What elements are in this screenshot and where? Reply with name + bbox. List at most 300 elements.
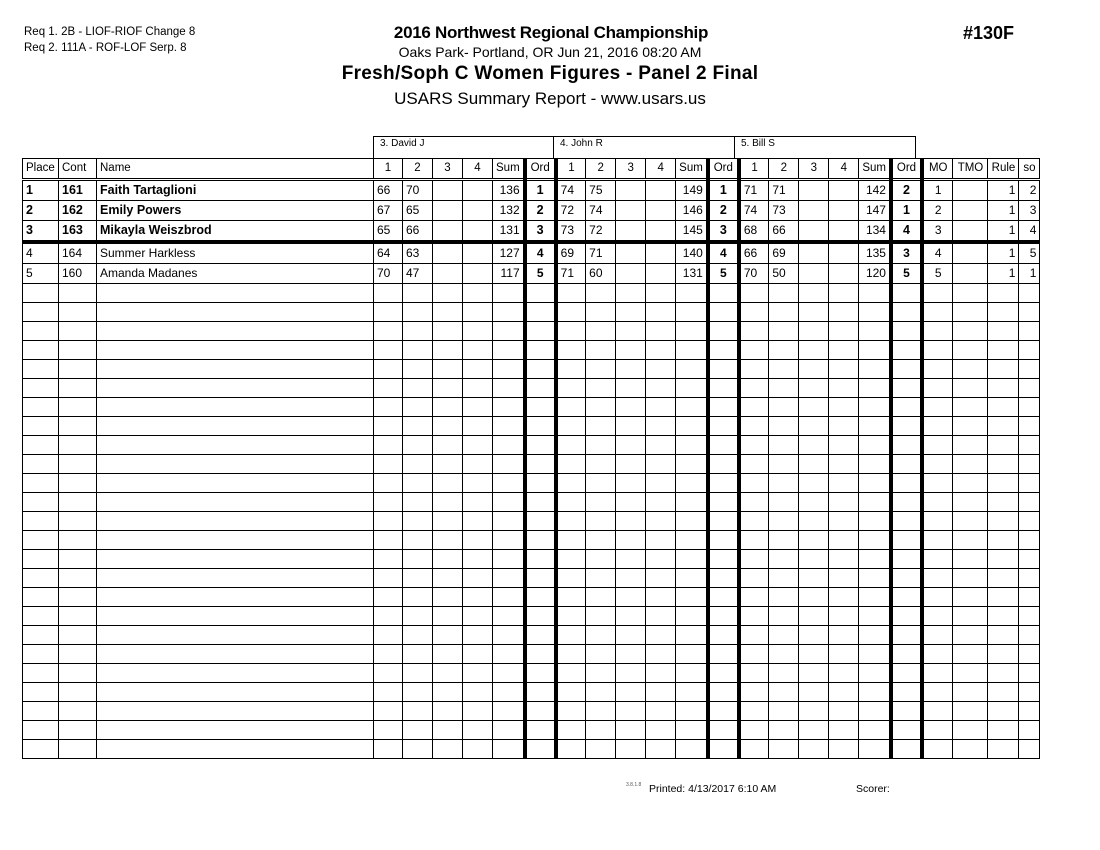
- judge2-figure1-score: [556, 341, 586, 360]
- contestant-number-cell: [59, 569, 97, 588]
- judge2-figure2-score: [586, 607, 616, 626]
- judge3-ordinal: [891, 721, 922, 740]
- judge1-figure4-score: [463, 398, 493, 417]
- judge1-figure1-score: [374, 607, 403, 626]
- judge1-figure3-score: [433, 341, 463, 360]
- judge3-sum: [859, 474, 891, 493]
- majority-ordinal-cell: [922, 569, 953, 588]
- judge2-figure1-score: 74: [556, 180, 586, 201]
- judge2-figure3-score: [616, 607, 646, 626]
- judge2-figure1-score: [556, 322, 586, 341]
- judge1-figure4-score: [463, 303, 493, 322]
- skater-name-cell: [97, 645, 374, 664]
- judge3-sum: [859, 284, 891, 303]
- skater-name-cell: Faith Tartaglioni: [97, 180, 374, 201]
- judge2-sum: [676, 303, 708, 322]
- judge2-figure2-score: [586, 493, 616, 512]
- majority-ordinal-cell: [922, 360, 953, 379]
- place-cell: [23, 531, 59, 550]
- majority-ordinal-cell: 4: [922, 242, 953, 264]
- judge2-ordinal: [708, 721, 739, 740]
- contestant-number-cell: [59, 379, 97, 398]
- skater-name-cell: [97, 607, 374, 626]
- place-cell: [23, 683, 59, 702]
- judge2-figure3-score: [616, 264, 646, 284]
- judge1-figure1-score: [374, 398, 403, 417]
- judge2-ordinal: [708, 455, 739, 474]
- judge1-ordinal: [525, 664, 556, 683]
- rule-cell: [988, 626, 1019, 645]
- judge2-figure2-score: [586, 474, 616, 493]
- judge2-figure3-score: [616, 360, 646, 379]
- majority-ordinal-cell: [922, 398, 953, 417]
- skating-order-cell: [1019, 721, 1040, 740]
- judge1-ordinal: 5: [525, 264, 556, 284]
- judge1-ordinal: 4: [525, 242, 556, 264]
- judge3-ordinal: 3: [891, 242, 922, 264]
- judge3-figure2-score: [769, 702, 799, 721]
- judge3-figure1-score: [739, 512, 769, 531]
- skating-order-cell: [1019, 303, 1040, 322]
- judge3-figure1-score: [739, 341, 769, 360]
- judge1-figure3-score: [433, 740, 463, 759]
- judge2-figure2-score: 60: [586, 264, 616, 284]
- judge1-figure1-score: [374, 626, 403, 645]
- judge1-figure4-score: [463, 417, 493, 436]
- judge2-figure2-score: [586, 626, 616, 645]
- judge3-figure4-score: [829, 740, 859, 759]
- judge1-figure1-score: 70: [374, 264, 403, 284]
- judge3-ordinal: [891, 303, 922, 322]
- judge3-figure1-score: [739, 322, 769, 341]
- judge1-figure2-score: [403, 341, 433, 360]
- judge2-sum: [676, 284, 708, 303]
- judge3-sum: [859, 493, 891, 512]
- judge1-figure3-score: [433, 588, 463, 607]
- judge1-sum: [493, 512, 525, 531]
- place-cell: [23, 569, 59, 588]
- place-cell: [23, 702, 59, 721]
- judge1-figure3-score: [433, 398, 463, 417]
- judge2-ordinal: [708, 702, 739, 721]
- judge2-figure1-score: [556, 417, 586, 436]
- judge3-figure1-score: 71: [739, 180, 769, 201]
- judge1-figure1-score: [374, 436, 403, 455]
- skater-name-cell: [97, 322, 374, 341]
- empty-row: [23, 398, 1040, 417]
- judge2-figure2-score: [586, 664, 616, 683]
- judge1-figure3-score: [433, 474, 463, 493]
- judge3-figure2-score: [769, 626, 799, 645]
- judge2-ordinal: [708, 531, 739, 550]
- judge1-figure2-score: [403, 721, 433, 740]
- contestant-number-cell: 163: [59, 221, 97, 243]
- judge1-figure2-score: [403, 569, 433, 588]
- judge1-ordinal: [525, 645, 556, 664]
- judge3-sum: [859, 303, 891, 322]
- judge1-figure3-score: [433, 550, 463, 569]
- judge1-figure4-score: [463, 493, 493, 512]
- judge2-ordinal: [708, 683, 739, 702]
- judge1-figure2-score: [403, 303, 433, 322]
- judge1-figure1-score: 67: [374, 201, 403, 221]
- skating-order-cell: [1019, 569, 1040, 588]
- tmo-cell: [953, 322, 988, 341]
- contestant-number-cell: [59, 702, 97, 721]
- judge1-figure1-score: [374, 284, 403, 303]
- judge1-figure1-score: [374, 379, 403, 398]
- judge1-figure1-score: [374, 531, 403, 550]
- judge1-figure2-score: [403, 455, 433, 474]
- judge2-ordinal: 1: [708, 180, 739, 201]
- judge3-figure3-score: [799, 721, 829, 740]
- judge2-figure2-score: 72: [586, 221, 616, 243]
- judge3-figure4-score: [829, 264, 859, 284]
- event-name: Fresh/Soph C Women Figures - Panel 2 Final: [341, 63, 759, 84]
- judge2-figure3-score: [616, 683, 646, 702]
- empty-row: [23, 493, 1040, 512]
- contestant-number-cell: [59, 360, 97, 379]
- judge3-figure1-score: [739, 626, 769, 645]
- judge1-sum: [493, 550, 525, 569]
- judge3-figure3-score: [799, 417, 829, 436]
- judge2-figure3-score: [616, 379, 646, 398]
- judge2-figure1-score: [556, 588, 586, 607]
- judge1-figure2-score: [403, 398, 433, 417]
- judge3-ordinal: [891, 588, 922, 607]
- skater-name-cell: Mikayla Weiszbrod: [97, 221, 374, 243]
- judge2-figure2-score: [586, 284, 616, 303]
- judge3-figure3-score: [799, 512, 829, 531]
- place-cell: [23, 341, 59, 360]
- skater-name-cell: [97, 284, 374, 303]
- place-cell: [23, 664, 59, 683]
- judge3-figure2-score: 71: [769, 180, 799, 201]
- contestant-number-cell: [59, 531, 97, 550]
- col-header-place: Place: [23, 159, 59, 180]
- empty-row: [23, 645, 1040, 664]
- judge3-figure4-score: [829, 221, 859, 243]
- empty-row: [23, 417, 1040, 436]
- rule-cell: [988, 512, 1019, 531]
- judge2-figure4-score: [646, 455, 676, 474]
- judge1-figure1-score: [374, 721, 403, 740]
- judge1-figure1-score: [374, 455, 403, 474]
- majority-ordinal-cell: [922, 740, 953, 759]
- judge1-ordinal: [525, 702, 556, 721]
- judge3-figure4-score: [829, 531, 859, 550]
- judge1-figure1-score: [374, 493, 403, 512]
- judge1-figure1-score: [374, 550, 403, 569]
- judge2-figure3-score: [616, 664, 646, 683]
- judge3-figure1-score: [739, 550, 769, 569]
- judge3-ordinal: [891, 284, 922, 303]
- judge2-figure3-score: [616, 474, 646, 493]
- judge3-ordinal: [891, 436, 922, 455]
- table-row: [23, 180, 1040, 201]
- rule-cell: 1: [988, 264, 1019, 284]
- skating-order-cell: [1019, 550, 1040, 569]
- col-header-judge1-fig3: 3: [433, 159, 463, 180]
- majority-ordinal-cell: [922, 417, 953, 436]
- judge3-figure3-score: [799, 588, 829, 607]
- location-date: Oaks Park- Portland, OR Jun 21, 2016 08:20 AM: [398, 44, 702, 60]
- contestant-number-cell: [59, 645, 97, 664]
- judge1-figure4-score: [463, 264, 493, 284]
- contestant-number-cell: [59, 512, 97, 531]
- report-name: USARS Summary Report - www.usars.us: [394, 89, 706, 108]
- col-header-judge3-fig2: 2: [769, 159, 799, 180]
- judge3-figure2-score: [769, 417, 799, 436]
- judge2-figure3-score: [616, 417, 646, 436]
- skating-order-cell: 2: [1019, 180, 1040, 201]
- rule-cell: 1: [988, 242, 1019, 264]
- judge-header-3: 5. Bill S: [734, 136, 916, 158]
- judge2-figure2-score: [586, 569, 616, 588]
- judge3-sum: 134: [859, 221, 891, 243]
- judge3-figure3-score: [799, 664, 829, 683]
- contestant-number-cell: 162: [59, 201, 97, 221]
- place-cell: [23, 360, 59, 379]
- judge3-figure3-score: [799, 436, 829, 455]
- judge2-figure1-score: [556, 683, 586, 702]
- judge1-figure3-score: [433, 242, 463, 264]
- judge2-figure3-score: [616, 221, 646, 243]
- judge2-figure3-score: [616, 531, 646, 550]
- col-header-judge3-fig3: 3: [799, 159, 829, 180]
- place-cell: [23, 588, 59, 607]
- majority-ordinal-cell: [922, 493, 953, 512]
- judge3-figure3-score: [799, 740, 829, 759]
- judge3-sum: [859, 341, 891, 360]
- contestant-number-cell: [59, 664, 97, 683]
- judge2-figure2-score: [586, 531, 616, 550]
- place-cell: [23, 436, 59, 455]
- judge3-ordinal: [891, 398, 922, 417]
- judge2-ordinal: 5: [708, 264, 739, 284]
- judge2-figure3-score: [616, 455, 646, 474]
- judge3-figure1-score: [739, 569, 769, 588]
- judge2-figure2-score: [586, 702, 616, 721]
- judge1-figure1-score: 66: [374, 180, 403, 201]
- judge3-figure1-score: [739, 360, 769, 379]
- majority-ordinal-cell: [922, 702, 953, 721]
- tmo-cell: [953, 683, 988, 702]
- judge2-figure4-score: [646, 588, 676, 607]
- requirement-1: Req 1. 2B - LIOF-RIOF Change 8: [24, 26, 196, 38]
- judge3-figure1-score: 70: [739, 264, 769, 284]
- judge1-ordinal: 3: [525, 221, 556, 243]
- judge3-figure1-score: [739, 474, 769, 493]
- judge1-figure3-score: [433, 493, 463, 512]
- judge2-sum: [676, 569, 708, 588]
- skating-order-cell: [1019, 474, 1040, 493]
- judge3-figure1-score: 66: [739, 242, 769, 264]
- place-cell: [23, 303, 59, 322]
- judge3-sum: [859, 702, 891, 721]
- judge1-figure1-score: [374, 664, 403, 683]
- judge2-figure1-score: 69: [556, 242, 586, 264]
- judge2-ordinal: [708, 588, 739, 607]
- contestant-number-cell: [59, 341, 97, 360]
- rule-cell: [988, 588, 1019, 607]
- tmo-cell: [953, 474, 988, 493]
- skating-order-cell: [1019, 379, 1040, 398]
- majority-ordinal-cell: [922, 303, 953, 322]
- place-cell: [23, 474, 59, 493]
- judge1-sum: [493, 607, 525, 626]
- judge3-sum: 135: [859, 242, 891, 264]
- skating-order-cell: [1019, 436, 1040, 455]
- judge1-figure4-score: [463, 341, 493, 360]
- judge1-figure3-score: [433, 436, 463, 455]
- rule-cell: [988, 683, 1019, 702]
- empty-row: [23, 436, 1040, 455]
- judge1-figure2-score: 66: [403, 221, 433, 243]
- skating-order-cell: [1019, 322, 1040, 341]
- judge2-figure2-score: [586, 721, 616, 740]
- empty-row: [23, 569, 1040, 588]
- skater-name-cell: [97, 588, 374, 607]
- skating-order-cell: 5: [1019, 242, 1040, 264]
- skater-name-cell: [97, 740, 374, 759]
- judge1-sum: [493, 740, 525, 759]
- rule-cell: [988, 493, 1019, 512]
- judge2-figure4-score: [646, 322, 676, 341]
- judge1-figure1-score: [374, 360, 403, 379]
- judge3-sum: [859, 531, 891, 550]
- judge1-figure2-score: [403, 740, 433, 759]
- place-cell: [23, 322, 59, 341]
- place-cell: 3: [23, 221, 59, 243]
- judge3-figure4-score: [829, 664, 859, 683]
- judge1-figure4-score: [463, 740, 493, 759]
- judge1-sum: [493, 588, 525, 607]
- judge2-sum: [676, 379, 708, 398]
- majority-ordinal-cell: [922, 379, 953, 398]
- judge1-ordinal: [525, 474, 556, 493]
- place-cell: [23, 493, 59, 512]
- skater-name-cell: [97, 702, 374, 721]
- judge3-figure4-score: [829, 626, 859, 645]
- judge3-figure2-score: 73: [769, 201, 799, 221]
- judge1-figure2-score: 47: [403, 264, 433, 284]
- judge1-ordinal: [525, 683, 556, 702]
- judge3-figure1-score: [739, 721, 769, 740]
- judge2-ordinal: 4: [708, 242, 739, 264]
- majority-ordinal-cell: [922, 436, 953, 455]
- judge3-figure4-score: [829, 360, 859, 379]
- judge3-ordinal: [891, 455, 922, 474]
- empty-row: [23, 588, 1040, 607]
- judge2-figure4-score: [646, 284, 676, 303]
- judge1-figure4-score: [463, 721, 493, 740]
- skating-order-cell: [1019, 626, 1040, 645]
- judge3-figure4-score: [829, 493, 859, 512]
- judge1-figure4-score: [463, 588, 493, 607]
- judge3-figure1-score: [739, 284, 769, 303]
- contestant-number-cell: 161: [59, 180, 97, 201]
- skater-name-cell: Amanda Madanes: [97, 264, 374, 284]
- rule-cell: [988, 360, 1019, 379]
- judge3-figure3-score: [799, 569, 829, 588]
- judge3-figure3-score: [799, 474, 829, 493]
- judge1-ordinal: [525, 550, 556, 569]
- col-header-judge3-sum: Sum: [859, 159, 891, 180]
- judge2-figure4-score: [646, 201, 676, 221]
- judge1-figure3-score: [433, 417, 463, 436]
- place-cell: [23, 512, 59, 531]
- judge2-figure4-score: [646, 550, 676, 569]
- judge1-sum: [493, 683, 525, 702]
- judge1-figure2-score: 65: [403, 201, 433, 221]
- skating-order-cell: [1019, 455, 1040, 474]
- judge2-figure1-score: [556, 702, 586, 721]
- rule-cell: [988, 569, 1019, 588]
- judge3-figure3-score: [799, 645, 829, 664]
- col-header-judge2-ord: Ord: [708, 159, 739, 180]
- rule-cell: [988, 607, 1019, 626]
- judge1-sum: [493, 702, 525, 721]
- judge3-figure1-score: [739, 398, 769, 417]
- place-cell: 2: [23, 201, 59, 221]
- judge2-ordinal: [708, 341, 739, 360]
- judge1-figure2-score: 70: [403, 180, 433, 201]
- judge2-ordinal: [708, 417, 739, 436]
- judge1-figure4-score: [463, 284, 493, 303]
- tmo-cell: [953, 417, 988, 436]
- judge2-figure3-score: [616, 180, 646, 201]
- judge3-figure4-score: [829, 512, 859, 531]
- place-cell: [23, 550, 59, 569]
- judge1-sum: [493, 379, 525, 398]
- judge1-figure2-score: [403, 645, 433, 664]
- judge3-sum: [859, 436, 891, 455]
- judge1-figure3-score: [433, 569, 463, 588]
- judge3-figure2-score: [769, 474, 799, 493]
- judge3-figure2-score: [769, 493, 799, 512]
- judge1-figure2-score: [403, 284, 433, 303]
- skating-order-cell: 4: [1019, 221, 1040, 243]
- skater-name-cell: [97, 550, 374, 569]
- judge1-sum: [493, 322, 525, 341]
- empty-row: [23, 607, 1040, 626]
- judge2-figure1-score: [556, 664, 586, 683]
- judge2-sum: [676, 474, 708, 493]
- empty-row: [23, 531, 1040, 550]
- judge2-ordinal: [708, 607, 739, 626]
- judge1-figure2-score: [403, 512, 433, 531]
- judge-header-2: 4. John R: [553, 136, 735, 158]
- judge3-ordinal: [891, 474, 922, 493]
- judge3-figure3-score: [799, 264, 829, 284]
- contestant-number-cell: [59, 322, 97, 341]
- col-header-judge3-fig4: 4: [829, 159, 859, 180]
- judge3-figure3-score: [799, 455, 829, 474]
- place-cell: [23, 398, 59, 417]
- skating-order-cell: [1019, 607, 1040, 626]
- majority-ordinal-cell: [922, 531, 953, 550]
- judge2-ordinal: [708, 360, 739, 379]
- skating-order-cell: [1019, 645, 1040, 664]
- skater-name-cell: Emily Powers: [97, 201, 374, 221]
- judge1-figure2-score: [403, 322, 433, 341]
- judge3-figure3-score: [799, 607, 829, 626]
- judge3-figure1-score: [739, 702, 769, 721]
- judge3-figure2-score: 50: [769, 264, 799, 284]
- judge3-ordinal: [891, 493, 922, 512]
- judge2-sum: [676, 417, 708, 436]
